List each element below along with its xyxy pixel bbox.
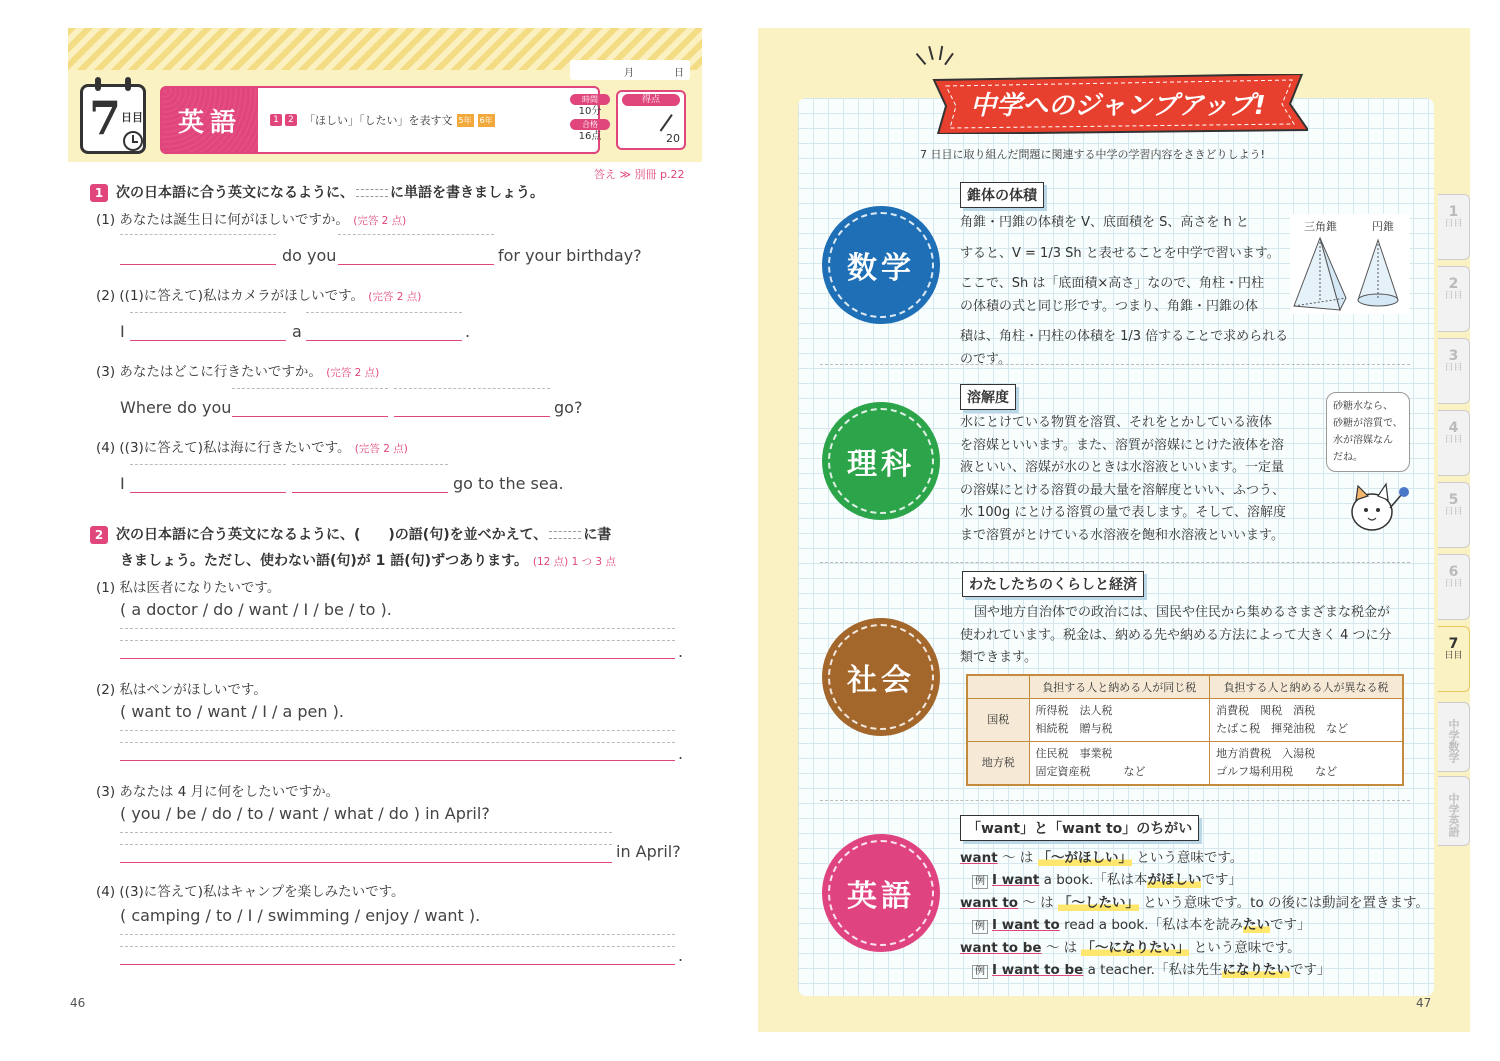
q1-item-3 bbox=[96, 360, 379, 380]
time-label: 時間 bbox=[570, 94, 610, 105]
guide-line bbox=[292, 464, 448, 465]
meaning: 「～になりたい」 bbox=[1081, 940, 1190, 956]
bubble-line: 水が溶媒なん bbox=[1333, 435, 1393, 446]
tab-day-7[interactable] bbox=[1438, 626, 1470, 692]
jump-up-banner bbox=[928, 74, 1308, 134]
cell-line: 消費税 関税 酒税 bbox=[1216, 704, 1316, 717]
key-phrase: I want bbox=[992, 872, 1040, 888]
score-label: 得点 bbox=[622, 94, 680, 106]
item-text: do you bbox=[282, 246, 337, 265]
q2-item-2: (2) 私はペンがほしいです。 bbox=[96, 682, 267, 698]
item-label: (1) あなたは誕生日に何がほしいですか。 bbox=[96, 212, 349, 228]
guide-line bbox=[120, 832, 612, 833]
item-text: for your birthday? bbox=[498, 246, 642, 265]
math-line: ここで、Sh は「底面積×高さ」なので、角柱・円柱 bbox=[960, 276, 1264, 291]
blank-symbol bbox=[549, 531, 581, 539]
word-bank: ( a doctor / do / want / I / be / to ). bbox=[120, 600, 392, 619]
q2-number: 2 bbox=[90, 526, 108, 544]
cell-line: 相続税 贈与税 bbox=[1035, 722, 1113, 735]
grade-badge: 5年 bbox=[458, 115, 472, 125]
line-text: という意味です。 bbox=[1189, 940, 1301, 956]
answer-blank[interactable] bbox=[120, 658, 675, 659]
item-text: I bbox=[120, 322, 125, 341]
guide-line bbox=[130, 464, 286, 465]
math-circle bbox=[822, 206, 940, 324]
social-section-title: わたしたちのくらしと経済 bbox=[962, 571, 1144, 597]
bubble-line: 砂糖が溶質で、 bbox=[1333, 418, 1403, 429]
item-label: (3) あなたはどこに行きたいですか。 bbox=[96, 364, 322, 380]
science-text bbox=[960, 412, 1324, 547]
subject-tile: 英語 bbox=[162, 88, 258, 152]
q2-item-4: (4) ((3)に答えて)私はキャンプを楽しみたいです。 bbox=[96, 884, 405, 900]
line-text: a teacher.「私は先生 bbox=[1083, 962, 1223, 978]
line-text: ～ は bbox=[1041, 940, 1082, 956]
calendar-icon bbox=[80, 84, 146, 154]
social-line: 類できます。 bbox=[960, 650, 1037, 665]
answer-blank[interactable] bbox=[232, 416, 388, 417]
tab-day-5[interactable] bbox=[1438, 482, 1470, 548]
science-line: 水 100g にとける溶質の量で表します。そして、溶解度 bbox=[960, 505, 1287, 520]
guide-line bbox=[120, 742, 675, 743]
tab-suffix: 日目 bbox=[1444, 363, 1463, 373]
key-phrase: want to be bbox=[960, 940, 1042, 956]
meaning: たい bbox=[1243, 917, 1271, 933]
social-text bbox=[960, 602, 1410, 670]
calendar-ring bbox=[125, 77, 131, 91]
solids-drawing bbox=[1290, 234, 1410, 314]
tab-number: 4 bbox=[1448, 420, 1459, 436]
day-label: 日 bbox=[674, 68, 684, 79]
guide-line bbox=[130, 312, 286, 313]
table-row bbox=[967, 742, 1403, 786]
english-line bbox=[960, 846, 1243, 866]
pass-label: 合格 bbox=[570, 119, 610, 130]
tab-day-1[interactable] bbox=[1438, 194, 1470, 260]
math-text bbox=[960, 212, 1290, 371]
section-divider bbox=[820, 562, 1410, 563]
table-cell bbox=[1029, 742, 1210, 786]
tab-junior-english[interactable]: 中学英語 bbox=[1438, 776, 1470, 846]
word-bank: ( camping / to / I / swimming / enjoy / want ). bbox=[120, 906, 481, 925]
left-page bbox=[0, 0, 745, 1061]
item-points: (完答 2 点) bbox=[368, 291, 422, 303]
tab-number: 7 bbox=[1448, 636, 1459, 652]
example-badge: 例 bbox=[972, 920, 988, 934]
meaning: になりたい bbox=[1222, 962, 1290, 978]
score-slash bbox=[660, 114, 673, 131]
lesson-topic bbox=[270, 112, 495, 128]
meaning: 「～がほしい」 bbox=[1037, 850, 1133, 866]
line-text: ～ は bbox=[1018, 895, 1058, 911]
banner-text: 中学へのジャンプアップ! bbox=[970, 91, 1266, 121]
table-cell bbox=[1210, 742, 1403, 786]
science-line: まで溶質がとけている水溶液を飽和水溶液といいます。 bbox=[960, 527, 1284, 543]
tab-number: 3 bbox=[1448, 348, 1459, 364]
social-circle bbox=[822, 618, 940, 736]
example-badge: 例 bbox=[972, 965, 988, 979]
bubble-line: 砂糖水なら、 bbox=[1333, 401, 1393, 412]
time-badges bbox=[570, 94, 610, 144]
q2-item-3: (3) あなたは 4 月に何をしたいですか。 bbox=[96, 784, 340, 800]
science-line: を溶媒といいます。また、溶質が溶媒にとけた液体を溶 bbox=[960, 437, 1284, 453]
english-line bbox=[960, 936, 1301, 956]
cell-line: 所得税 法人税 bbox=[1035, 704, 1113, 717]
q1-instruction-b: に単語を書きましょう。 bbox=[390, 185, 544, 201]
line-text: です」 bbox=[1270, 917, 1311, 933]
row-header: 国税 bbox=[967, 699, 1029, 742]
cone-label: 円錐 bbox=[1372, 220, 1394, 233]
day-suffix: 日目 bbox=[121, 111, 143, 124]
science-circle-label: 理科 bbox=[847, 447, 915, 482]
guide-line bbox=[120, 844, 612, 845]
guide-line bbox=[232, 388, 388, 389]
line-text: という意味です。 bbox=[1132, 850, 1244, 866]
score-max: 20 bbox=[666, 132, 680, 145]
end-text: . bbox=[678, 642, 684, 661]
word-bank: ( want to / want / I / a pen ). bbox=[120, 702, 344, 721]
guide-line bbox=[120, 946, 675, 947]
cell-line: 固定資産税 など bbox=[1035, 765, 1146, 778]
answer-blank[interactable] bbox=[130, 492, 286, 493]
guide-line bbox=[120, 730, 675, 731]
word-bank: ( you / be / do / to / want / what / do ) in April? bbox=[120, 804, 490, 823]
science-line: 水にとけている物質を溶質、それをとかしている液体 bbox=[960, 415, 1273, 430]
q2-instruction-b: に書 bbox=[583, 527, 612, 543]
page-number: 46 bbox=[70, 996, 86, 1010]
math-circle-label: 数学 bbox=[847, 251, 915, 286]
answer-blank[interactable] bbox=[338, 264, 494, 265]
table-header-row bbox=[967, 675, 1403, 699]
cell-line: ゴルフ場利用税 など bbox=[1216, 765, 1338, 778]
page-number: 47 bbox=[1416, 996, 1432, 1010]
solid-diagram bbox=[1290, 214, 1410, 314]
tab-suffix: 日目 bbox=[1444, 435, 1463, 445]
q2-instruction-c: きましょう。ただし、使わない語(句)が 1 語(句)ずつあります。 bbox=[120, 553, 528, 569]
bubble-line: だね。 bbox=[1333, 452, 1363, 463]
item-points: (完答 2 点) bbox=[354, 443, 408, 455]
line-text: a book.「私は本 bbox=[1039, 872, 1148, 888]
q1-item-2 bbox=[96, 284, 421, 304]
science-line: 液といい、溶媒が水のときは水溶液といいます。一定量 bbox=[960, 460, 1284, 475]
tab-day-3[interactable] bbox=[1438, 338, 1470, 404]
math-line: すると、V = 1/3 Sh と表せることを中学で習います。 bbox=[960, 245, 1280, 261]
table-header-cell bbox=[967, 675, 1029, 699]
score-box[interactable] bbox=[616, 90, 686, 150]
tab-number: 1 bbox=[1448, 204, 1459, 220]
social-line: 使われています。税金は、納める先や納める方法によって大きく 4 つに分 bbox=[960, 627, 1392, 643]
answer-reference: 答え ≫ 別冊 p.22 bbox=[594, 168, 685, 181]
section-divider bbox=[820, 364, 1410, 365]
item-text: Where do you bbox=[120, 398, 232, 417]
guide-line bbox=[394, 388, 550, 389]
key-phrase: want bbox=[960, 850, 998, 866]
pyramid-label: 三角錐 bbox=[1304, 220, 1337, 233]
table-cell bbox=[1210, 699, 1403, 742]
blank-symbol bbox=[356, 189, 388, 197]
social-circle-label: 社会 bbox=[847, 663, 915, 698]
answer-blank[interactable] bbox=[120, 760, 675, 761]
q2-item-1: (1) 私は医者になりたいです。 bbox=[96, 580, 281, 596]
example-line bbox=[972, 958, 1330, 979]
example-badge: 例 bbox=[972, 875, 988, 889]
tab-day-2[interactable] bbox=[1438, 266, 1470, 332]
cat-mascot-icon bbox=[1344, 478, 1410, 538]
tab-day-6[interactable] bbox=[1438, 554, 1470, 620]
item-points: (完答 2 点) bbox=[353, 215, 407, 227]
answer-blank[interactable] bbox=[292, 492, 448, 493]
tab-number: 2 bbox=[1448, 276, 1459, 292]
meaning: 「～したい」 bbox=[1057, 895, 1139, 911]
science-section-title: 溶解度 bbox=[960, 384, 1016, 410]
table-cell bbox=[1029, 699, 1210, 742]
item-label: (4) ((3)に答えて)私は海に行きたいです。 bbox=[96, 440, 351, 456]
line-text: です」 bbox=[1201, 872, 1242, 888]
calendar-ring bbox=[95, 77, 101, 91]
key-phrase: I want to be bbox=[992, 962, 1084, 978]
q2-instruction bbox=[90, 524, 611, 544]
item-label: (2) ((1)に答えて)私はカメラがほしいです。 bbox=[96, 288, 364, 304]
science-circle bbox=[822, 402, 940, 520]
guide-line bbox=[120, 234, 276, 235]
item-text: go? bbox=[554, 398, 583, 417]
table-row bbox=[967, 699, 1403, 742]
answer-blank[interactable] bbox=[394, 416, 550, 417]
meaning: がほしい bbox=[1147, 872, 1202, 888]
end-text: in April? bbox=[616, 842, 681, 861]
english-circle-label: 英語 bbox=[847, 879, 915, 914]
table-header-cell: 負担する人と納める人が異なる税 bbox=[1210, 675, 1403, 699]
q1-item-1 bbox=[96, 208, 406, 228]
example-line bbox=[972, 913, 1311, 934]
example-line bbox=[972, 868, 1242, 889]
tab-number: 5 bbox=[1448, 492, 1459, 508]
key-phrase: I want to bbox=[992, 917, 1060, 933]
tax-table bbox=[966, 674, 1404, 786]
q2-instruction-line2 bbox=[120, 550, 616, 570]
answer-blank[interactable] bbox=[306, 340, 462, 341]
guide-line bbox=[120, 640, 675, 641]
tab-suffix: 日目 bbox=[1444, 579, 1463, 589]
intro-text: 7 日目に取り組んだ問題に関連する中学の学習内容をさきどりしよう! bbox=[920, 148, 1265, 161]
science-line: の溶媒にとける溶質の最大量を溶解度といい、ふつう、 bbox=[960, 482, 1286, 498]
table-header-cell: 負担する人と納める人が同じ税 bbox=[1029, 675, 1210, 699]
q1-instruction bbox=[90, 182, 544, 202]
answer-blank[interactable] bbox=[120, 862, 612, 863]
social-line: 国や地方自治体での政治には、国民や住民から集めるさまざまな税金が bbox=[974, 605, 1391, 620]
guide-line bbox=[120, 934, 675, 935]
item-text: a bbox=[292, 322, 302, 341]
lesson-title-box bbox=[160, 86, 600, 154]
tab-junior-math[interactable]: 中学数学 bbox=[1438, 702, 1470, 772]
math-line: の体積の式と同じ形です。つまり、角錐・円錐の体 bbox=[960, 298, 1258, 314]
section-divider bbox=[820, 800, 1410, 801]
item-text: . bbox=[465, 322, 471, 341]
month-label: 月 bbox=[624, 68, 634, 79]
english-section-title: 「want」と「want to」のちがい bbox=[960, 815, 1199, 841]
clock-icon bbox=[123, 131, 143, 151]
tab-suffix: 日目 bbox=[1444, 507, 1463, 517]
tab-suffix: 日目 bbox=[1444, 219, 1463, 229]
answer-blank[interactable] bbox=[120, 264, 276, 265]
speech-bubble bbox=[1326, 392, 1410, 472]
line-text: read a book.「私は本を読み bbox=[1059, 917, 1244, 933]
tab-suffix: 日目 bbox=[1444, 651, 1463, 661]
time-value: 10分 bbox=[578, 106, 602, 117]
topic-num: 1 bbox=[270, 114, 282, 126]
pass-value: 16点 bbox=[578, 131, 602, 142]
line-text: です」 bbox=[1289, 962, 1331, 978]
item-points: (完答 2 点) bbox=[326, 367, 380, 379]
tab-number: 6 bbox=[1448, 564, 1459, 580]
answer-blank[interactable] bbox=[130, 340, 286, 341]
tab-day-4[interactable] bbox=[1438, 410, 1470, 476]
answer-blank[interactable] bbox=[120, 964, 675, 965]
topic-num: 2 bbox=[285, 114, 297, 126]
q1-instruction-a: 次の日本語に合う英文になるように、 bbox=[116, 185, 354, 201]
english-circle bbox=[822, 834, 940, 952]
guide-line bbox=[338, 234, 494, 235]
end-text: . bbox=[678, 744, 684, 763]
cell-line: たばこ税 揮発油税 など bbox=[1216, 722, 1349, 735]
date-field[interactable] bbox=[570, 60, 690, 80]
line-text: という意味です。to の後には動詞を置きます。 bbox=[1138, 895, 1429, 911]
q2-points: (12 点) 1 つ 3 点 bbox=[532, 556, 616, 568]
day-number: 7 bbox=[89, 91, 122, 145]
q1-number: 1 bbox=[90, 184, 108, 202]
math-section-title: 錐体の体積 bbox=[960, 182, 1044, 208]
guide-line bbox=[306, 312, 462, 313]
topic-text: 「ほしい」「したい」を表す文 bbox=[304, 114, 453, 127]
end-text: . bbox=[678, 946, 684, 965]
cell-line: 住民税 事業税 bbox=[1035, 747, 1113, 760]
guide-line bbox=[120, 628, 675, 629]
math-line: 角錐・円錐の体積を V、底面積を S、高さを h と bbox=[960, 215, 1249, 230]
tab-suffix: 日目 bbox=[1444, 291, 1463, 301]
grade-badge: 6年 bbox=[479, 115, 493, 125]
math-line: 積は、角柱・円柱の体積を 1/3 倍することで求められるのです。 bbox=[960, 329, 1289, 367]
item-text: go to the sea. bbox=[453, 474, 564, 493]
q1-item-4 bbox=[96, 436, 408, 456]
cell-line: 地方消費税 入湯税 bbox=[1216, 747, 1316, 760]
key-phrase: want to bbox=[960, 895, 1019, 911]
q2-instruction-a: 次の日本語に合う英文になるように、( )の語(句)を並べかえて、 bbox=[116, 527, 548, 543]
line-text: ～ は bbox=[997, 850, 1038, 866]
english-line bbox=[960, 891, 1429, 911]
row-header: 地方税 bbox=[967, 742, 1029, 786]
item-text: I bbox=[120, 474, 125, 493]
